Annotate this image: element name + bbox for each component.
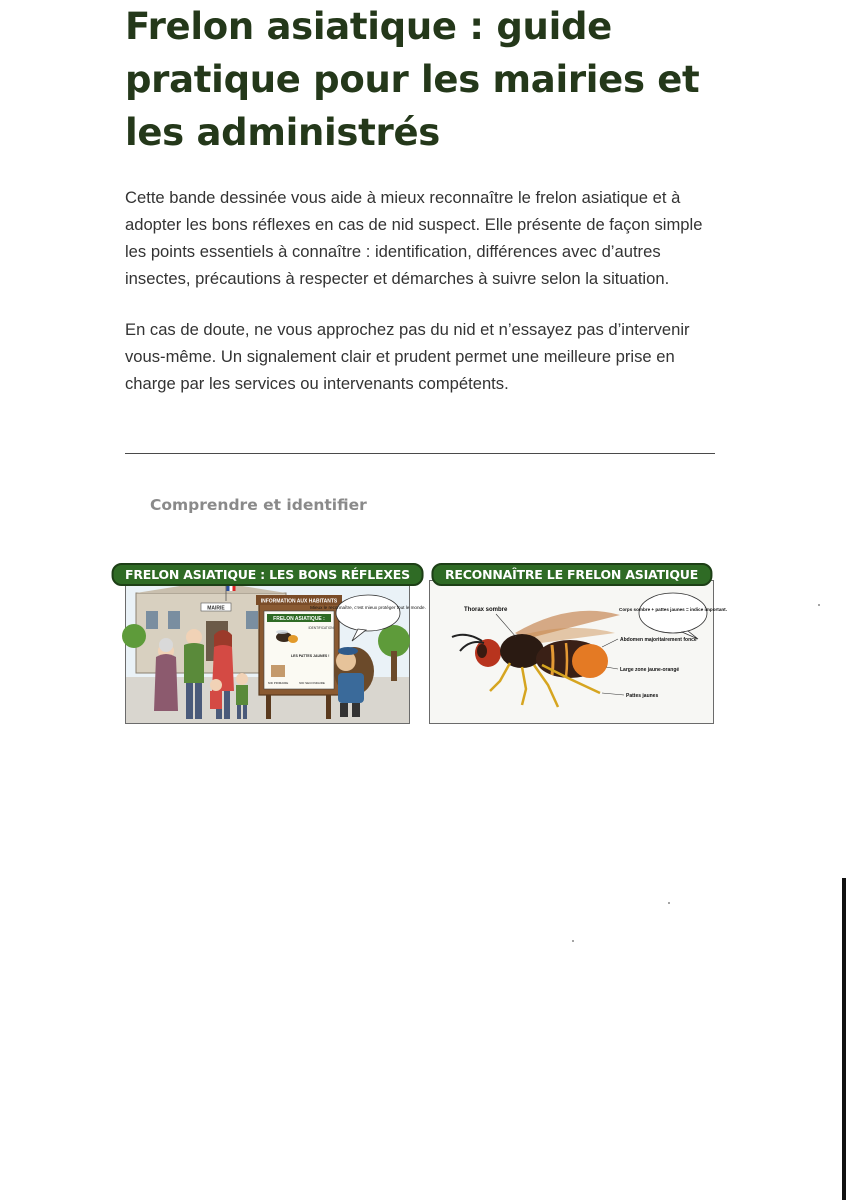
scan-speck [818,604,820,606]
speech-bubble: Mieux le reconnaître, c'est mieux protéger tout le monde. [310,605,426,610]
scan-speck [572,940,574,942]
poster-nest-1: NID PRIMAIRE [267,681,289,685]
section-heading: Comprendre et identifier [150,496,367,514]
bubble-indice: Corps sombre + pattes jaunes = indice important. [619,607,727,612]
svg-text:Mieux le reconnaître, c'est mi [310,605,426,610]
comic-panel-identification [429,567,727,724]
poster-subtitle: IDENTIFICATION [308,626,334,630]
panel-banner: RECONNAÎTRE LE FRELON ASIATIQUE [431,563,712,586]
panel-banner: FRELON ASIATIQUE : LES BONS RÉFLEXES [111,563,424,586]
label-thorax: Thorax sombre [464,607,508,613]
scan-edge-mark [842,878,846,1200]
comic-panel-reflexes [125,567,426,724]
mairie-label: MAIRIE [207,605,225,612]
poster-note: LES PATTES JAUNES ! [291,654,330,658]
label-abdomen: Abdomen majoritairement foncé [620,637,697,643]
hornet-diagram [430,581,727,723]
comic-illustration-reflexes [126,581,426,723]
label-zone: Large zone jaune-orangé [620,667,680,673]
poster-nest-2: NID SECONDAIRE [299,681,325,685]
poster-title: FRELON ASIATIQUE : [273,616,325,622]
intro-text [125,184,717,421]
sign-header: INFORMATION AUX HABITANTS [260,598,338,605]
page-title: Frelon asiatique : guide pratique pour les mairies et les administrés [125,5,700,154]
intro-paragraph-1: Cette bande dessinée vous aide à mieux reconnaître le frelon asiatique et à adopter les bons réflexes en cas de nid suspect. Elle présente de façon simple les points essentiels à connaître : identification, différences avec d’autres insectes, précautions à respecter et démarches à suivre selon la situation. [125,188,703,288]
scan-speck [668,902,670,904]
section-divider [125,453,715,454]
label-legs: Pattes jaunes [626,693,659,699]
intro-paragraph-2: En cas de doute, ne vous approchez pas du nid et n’essayez pas d’intervenir vous-même. Un signalement clair et prudent permet une meilleure prise en charge par les services ou intervenants compétents. [125,320,690,393]
